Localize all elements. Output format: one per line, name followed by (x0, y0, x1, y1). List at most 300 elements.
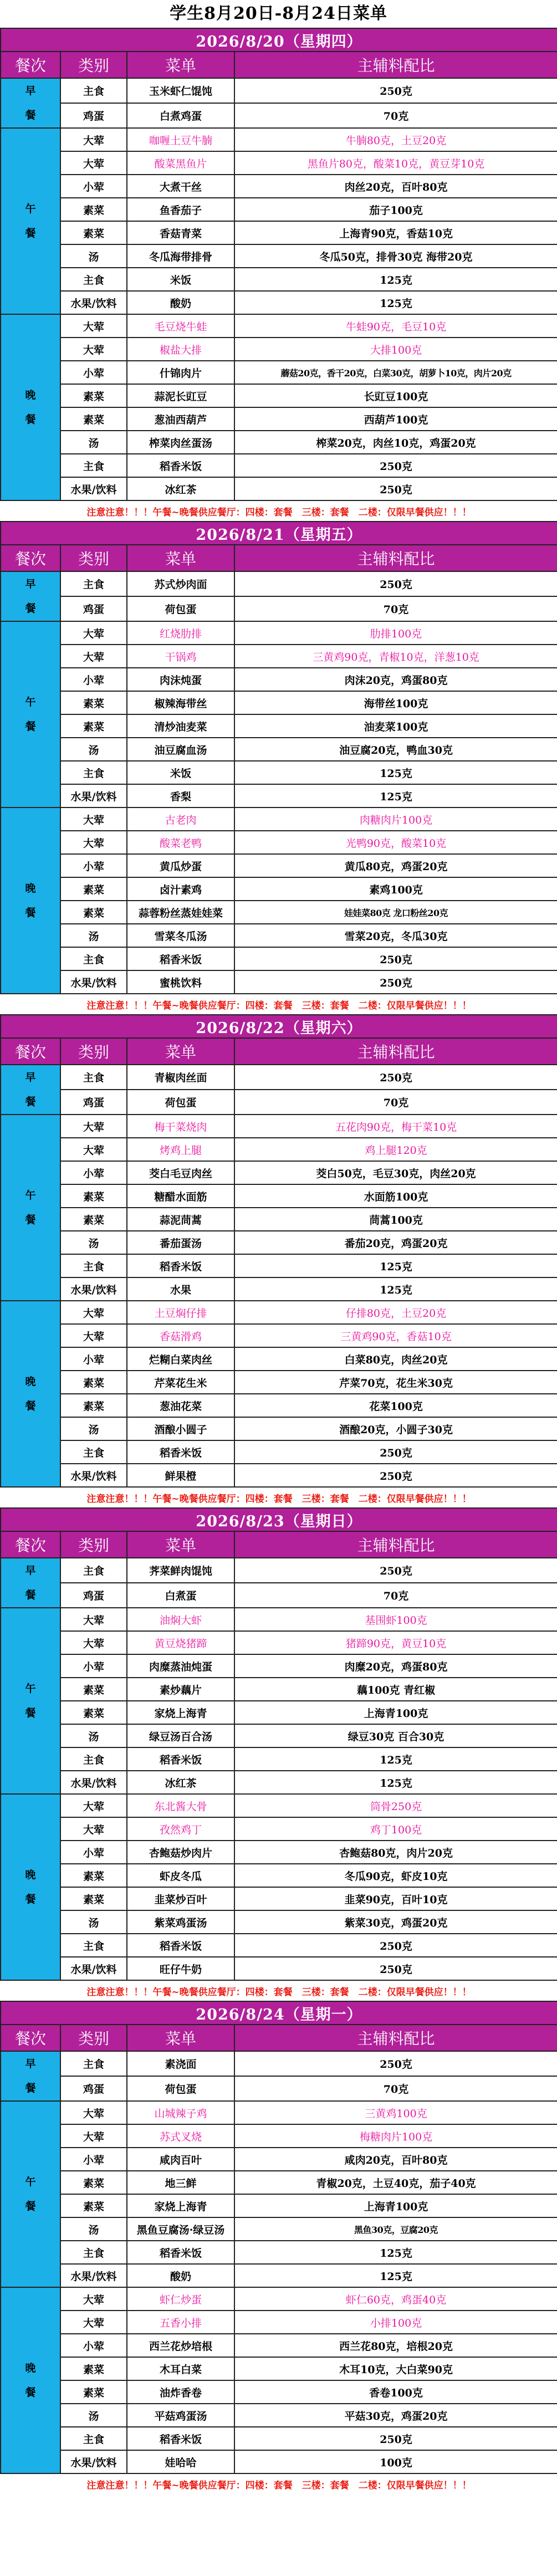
item-dish: 肉糜蒸油炖蛋 (127, 1654, 234, 1678)
menu-row (1, 291, 557, 314)
item-dish: 干锅鸡 (127, 645, 234, 668)
item-category: 主食 (60, 1254, 127, 1277)
item-dish: 荷包蛋 (127, 1090, 234, 1115)
date-row (1, 1015, 557, 1038)
menu-row (1, 1747, 557, 1771)
item-dish: 稻香米饭 (127, 1934, 234, 1957)
header-meal: 餐次 (1, 2025, 60, 2051)
meal-name-char: 餐 (25, 1589, 36, 1601)
item-category: 主食 (60, 2241, 127, 2264)
item-dish: 茭白毛豆肉丝 (127, 1161, 234, 1184)
item-category: 小荤 (60, 854, 127, 877)
item-dish: 葱油西葫芦 (127, 407, 234, 431)
menu-row (1, 1347, 557, 1371)
item-ingredients: 牛腩80克，土豆20克 (234, 128, 557, 151)
item-dish: 蒜蓉粉丝蒸娃娃菜 (127, 901, 234, 924)
item-category: 素菜 (60, 407, 127, 431)
item-dish: 古老肉 (127, 807, 234, 831)
item-dish: 荷包蛋 (127, 596, 234, 621)
header-dish: 菜单 (127, 52, 234, 78)
item-category: 鸡蛋 (60, 2076, 127, 2101)
item-ingredients: 水面筋100克 (234, 1184, 557, 1208)
cafeteria-notice: 注意注意！！！午餐~晚餐供应餐厅：四楼：套餐 三楼：套餐 二楼：仅限早餐供应！！！ (86, 2480, 472, 2491)
meal-name-char: 餐 (25, 2082, 36, 2094)
item-dish: 五香小排 (127, 2311, 234, 2334)
notice-row (1, 1980, 557, 2001)
item-ingredients: 250克 (234, 947, 557, 970)
menu-row (1, 831, 557, 854)
item-ingredients: 125克 (234, 291, 557, 314)
menu-row (1, 1678, 557, 1701)
item-category: 大荤 (60, 831, 127, 854)
item-category: 主食 (60, 1440, 127, 1464)
item-dish: 土豆焖仔排 (127, 1301, 234, 1324)
item-category: 小荤 (60, 1161, 127, 1184)
item-dish: 荠菜鲜肉馄饨 (127, 1558, 234, 1583)
item-category: 素菜 (60, 221, 127, 244)
item-ingredients: 125克 (234, 268, 557, 291)
header-row (1, 545, 557, 571)
cafeteria-notice: 注意注意！！！午餐~晚餐供应餐厅：四楼：套餐 三楼：套餐 二楼：仅限早餐供应！！！ (86, 507, 472, 518)
meal-name-char: 晚 (25, 2362, 36, 2374)
header-ingredients: 主辅料配比 (234, 1038, 557, 1065)
menu-row (1, 1065, 557, 1090)
menu-row (1, 2124, 557, 2148)
item-ingredients: 素鸡100克 (234, 877, 557, 901)
item-dish: 黄瓜炒蛋 (127, 854, 234, 877)
cafeteria-notice: 注意注意！！！午餐~晚餐供应餐厅：四楼：套餐 三楼：套餐 二楼：仅限早餐供应！！！ (86, 1986, 472, 1998)
meal-name-char: 餐 (25, 1400, 36, 1412)
menu-row (1, 2357, 557, 2380)
item-ingredients: 牛蛙90克，毛豆10克 (234, 314, 557, 338)
menu-row (1, 784, 557, 807)
menu-row (1, 2241, 557, 2264)
item-category: 水果/饮料 (60, 1464, 127, 1487)
header-dish: 菜单 (127, 1038, 234, 1065)
menu-row (1, 947, 557, 970)
item-dish: 稻香米饭 (127, 1254, 234, 1277)
menu-row (1, 221, 557, 244)
item-dish: 椒辣海带丝 (127, 691, 234, 714)
meal-name-char: 餐 (25, 2200, 36, 2212)
item-dish: 稻香米饭 (127, 1440, 234, 1464)
item-category: 素菜 (60, 1678, 127, 1701)
item-category: 水果/饮料 (60, 2264, 127, 2287)
item-ingredients: 基围虾100克 (234, 1608, 557, 1631)
item-dish: 杏鲍菇炒肉片 (127, 1841, 234, 1864)
item-ingredients: 筒骨250克 (234, 1794, 557, 1817)
item-category: 主食 (60, 268, 127, 291)
item-ingredients: 海带丝100克 (234, 691, 557, 714)
item-dish: 清炒油麦菜 (127, 714, 234, 738)
item-ingredients: 油麦菜100克 (234, 714, 557, 738)
item-ingredients: 茄子100克 (234, 198, 557, 221)
item-ingredients: 芹菜70克，花生米30克 (234, 1371, 557, 1394)
meal-name-char: 餐 (25, 602, 36, 615)
meal-name (1, 78, 60, 128)
item-category: 汤 (60, 924, 127, 947)
item-dish: 鱼香茄子 (127, 198, 234, 221)
meal-name (1, 314, 60, 500)
item-dish: 白煮鸡蛋 (127, 103, 234, 128)
header-category: 类别 (60, 1531, 127, 1558)
item-dish: 米饭 (127, 268, 234, 291)
item-dish: 平菇鸡蛋汤 (127, 2404, 234, 2427)
item-ingredients: 肉糜20克，鸡蛋80克 (234, 1654, 557, 1678)
menu-row (1, 2380, 557, 2404)
meal-name-char: 晚 (25, 1869, 36, 1881)
meal-name-char: 餐 (25, 413, 36, 426)
header-category: 类别 (60, 1038, 127, 1065)
item-ingredients: 梅糖肉片100克 (234, 2124, 557, 2148)
meal-name-char: 早 (25, 1565, 36, 1577)
item-category: 素菜 (60, 2357, 127, 2380)
item-ingredients: 冬瓜50克，排骨30克 海带20克 (234, 244, 557, 268)
item-ingredients: 125克 (234, 1277, 557, 1301)
date-row (1, 522, 557, 545)
menu-row (1, 268, 557, 291)
menu-row (1, 2051, 557, 2076)
item-category: 主食 (60, 947, 127, 970)
item-category: 素菜 (60, 1864, 127, 1887)
item-ingredients: 三黄鸡100克 (234, 2101, 557, 2124)
item-dish: 山城辣子鸡 (127, 2101, 234, 2124)
menu-row (1, 338, 557, 361)
item-dish: 家烧上海青 (127, 2194, 234, 2217)
item-dish: 芹菜花生米 (127, 1371, 234, 1394)
meal-name-char: 餐 (25, 1893, 36, 1905)
item-ingredients: 肉沫20克，鸡蛋80克 (234, 668, 557, 691)
item-dish: 旺仔牛奶 (127, 1957, 234, 1980)
item-category: 汤 (60, 244, 127, 268)
item-ingredients: 上海青100克 (234, 2194, 557, 2217)
menu-row (1, 1301, 557, 1324)
header-category: 类别 (60, 545, 127, 571)
item-dish: 酸菜黑鱼片 (127, 151, 234, 175)
header-row (1, 1038, 557, 1065)
item-category: 水果/饮料 (60, 970, 127, 994)
item-dish: 蒜泥长豇豆 (127, 384, 234, 407)
meal-name (1, 1608, 60, 1794)
item-dish: 咖喱土豆牛腩 (127, 128, 234, 151)
item-ingredients: 250克 (234, 1464, 557, 1487)
day-menu-table (0, 1014, 557, 1507)
item-category: 水果/饮料 (60, 477, 127, 500)
item-category: 水果/饮料 (60, 1957, 127, 1980)
menu-row (1, 1464, 557, 1487)
item-dish: 雪菜冬瓜汤 (127, 924, 234, 947)
day-date: 2026/8/23（星期日） (1, 1508, 557, 1531)
item-dish: 木耳白菜 (127, 2357, 234, 2380)
menu-row (1, 198, 557, 221)
item-category: 素菜 (60, 877, 127, 901)
item-category: 素菜 (60, 901, 127, 924)
item-ingredients: 茼蒿100克 (234, 1208, 557, 1231)
item-category: 大荤 (60, 621, 127, 645)
item-ingredients: 250克 (234, 970, 557, 994)
menu-row (1, 1794, 557, 1817)
item-ingredients: 蘑菇20克，香干20克，白菜30克，胡萝卜10克，肉片20克 (234, 361, 557, 384)
item-ingredients: 250克 (234, 1957, 557, 1980)
item-ingredients: 番茄20克，鸡蛋20克 (234, 1231, 557, 1254)
item-dish: 肉沫炖蛋 (127, 668, 234, 691)
meal-name-char: 早 (25, 1071, 36, 1083)
header-meal: 餐次 (1, 52, 60, 78)
item-category: 小荤 (60, 668, 127, 691)
menu-row (1, 1138, 557, 1161)
item-ingredients: 肉糖肉片100克 (234, 807, 557, 831)
item-category: 素菜 (60, 1701, 127, 1724)
day-date: 2026/8/22（星期六） (1, 1015, 557, 1038)
menu-row (1, 1864, 557, 1887)
item-dish: 榨菜肉丝蛋汤 (127, 431, 234, 454)
item-category: 鸡蛋 (60, 103, 127, 128)
item-ingredients: 125克 (234, 1747, 557, 1771)
item-category: 主食 (60, 78, 127, 103)
menu-row (1, 668, 557, 691)
item-dish: 玉米虾仁馄饨 (127, 78, 234, 103)
notice-row (1, 2473, 557, 2494)
menu-row (1, 1324, 557, 1347)
menu-row (1, 2404, 557, 2427)
menu-row (1, 1771, 557, 1794)
item-category: 主食 (60, 1934, 127, 1957)
menu-row (1, 1654, 557, 1678)
menu-row (1, 1161, 557, 1184)
menu-row (1, 1631, 557, 1654)
item-dish: 娃哈哈 (127, 2450, 234, 2473)
menu-row (1, 2171, 557, 2194)
item-category: 大荤 (60, 1324, 127, 1347)
item-category: 大荤 (60, 1794, 127, 1817)
item-category: 小荤 (60, 1654, 127, 1678)
item-category: 水果/饮料 (60, 784, 127, 807)
item-category: 素菜 (60, 1394, 127, 1417)
menu-row (1, 2311, 557, 2334)
item-category: 素菜 (60, 2194, 127, 2217)
item-dish: 荷包蛋 (127, 2076, 234, 2101)
header-meal: 餐次 (1, 545, 60, 571)
item-ingredients: 西兰花80克，培根20克 (234, 2334, 557, 2357)
menu-row (1, 1277, 557, 1301)
item-dish: 米饭 (127, 761, 234, 784)
item-ingredients: 黑鱼30克，豆腐20克 (234, 2217, 557, 2241)
menu-row (1, 103, 557, 128)
item-ingredients: 香卷100克 (234, 2380, 557, 2404)
item-dish: 咸肉百叶 (127, 2148, 234, 2171)
item-ingredients: 70克 (234, 103, 557, 128)
menu-row (1, 1701, 557, 1724)
notice-row (1, 500, 557, 521)
item-category: 主食 (60, 571, 127, 596)
item-ingredients: 250克 (234, 571, 557, 596)
item-dish: 韭菜炒百叶 (127, 1887, 234, 1910)
item-ingredients: 250克 (234, 1558, 557, 1583)
menu-row (1, 1440, 557, 1464)
item-category: 汤 (60, 431, 127, 454)
item-category: 汤 (60, 1231, 127, 1254)
menu-row (1, 1817, 557, 1841)
header-dish: 菜单 (127, 1531, 234, 1558)
date-row (1, 1508, 557, 1531)
item-ingredients: 250克 (234, 477, 557, 500)
menu-row (1, 2450, 557, 2473)
day-menu-table (0, 521, 557, 1014)
menu-row (1, 1887, 557, 1910)
item-ingredients: 韭菜90克，百叶10克 (234, 1887, 557, 1910)
item-dish: 稻香米饭 (127, 2241, 234, 2264)
menu-row (1, 2217, 557, 2241)
item-dish: 毛豆烧牛蛙 (127, 314, 234, 338)
item-dish: 稻香米饭 (127, 947, 234, 970)
item-category: 鸡蛋 (60, 1583, 127, 1608)
menu-row (1, 151, 557, 175)
meal-name-char: 餐 (25, 109, 36, 121)
item-dish: 孜然鸡丁 (127, 1817, 234, 1841)
item-category: 大荤 (60, 1138, 127, 1161)
item-dish: 紫菜鸡蛋汤 (127, 1910, 234, 1934)
item-category: 素菜 (60, 1184, 127, 1208)
item-ingredients: 黑鱼片80克，酸菜10克，黄豆芽10克 (234, 151, 557, 175)
item-category: 汤 (60, 2217, 127, 2241)
meal-name (1, 571, 60, 621)
menu-row (1, 645, 557, 668)
item-dish: 苏式叉烧 (127, 2124, 234, 2148)
menu-row (1, 1957, 557, 1980)
day-date: 2026/8/20（星期四） (1, 28, 557, 52)
menu-row (1, 2427, 557, 2450)
item-category: 大荤 (60, 2101, 127, 2124)
meal-name (1, 2051, 60, 2101)
item-ingredients: 250克 (234, 1065, 557, 1090)
item-ingredients: 三黄鸡90克，香菇10克 (234, 1324, 557, 1347)
item-ingredients: 白菜80克，肉丝20克 (234, 1347, 557, 1371)
item-category: 小荤 (60, 175, 127, 198)
item-category: 素菜 (60, 1887, 127, 1910)
item-ingredients: 娃娃菜80克 龙口粉丝20克 (234, 901, 557, 924)
menu-row (1, 314, 557, 338)
meal-name (1, 1794, 60, 1980)
meal-name-char: 早 (25, 578, 36, 590)
cafeteria-notice: 注意注意！！！午餐~晚餐供应餐厅：四楼：套餐 三楼：套餐 二楼：仅限早餐供应！！！ (86, 1493, 472, 1505)
menu-row (1, 1608, 557, 1631)
item-category: 大荤 (60, 1115, 127, 1138)
item-ingredients: 光鸭90克，酸菜10克 (234, 831, 557, 854)
menu-row (1, 361, 557, 384)
item-ingredients: 油豆腐20克，鸭血30克 (234, 738, 557, 761)
menu-row (1, 1231, 557, 1254)
meal-name (1, 621, 60, 807)
menu-row (1, 1417, 557, 1440)
item-dish: 苏式炒肉面 (127, 571, 234, 596)
item-category: 鸡蛋 (60, 1090, 127, 1115)
meal-name (1, 1301, 60, 1487)
item-dish: 香菇滑鸡 (127, 1324, 234, 1347)
item-dish: 红烧肋排 (127, 621, 234, 645)
item-category: 大荤 (60, 1631, 127, 1654)
meal-name-char: 餐 (25, 1707, 36, 1719)
item-ingredients: 250克 (234, 2427, 557, 2450)
menu-row (1, 714, 557, 738)
item-dish: 稻香米饭 (127, 454, 234, 477)
meal-name-char: 餐 (25, 1096, 36, 1108)
meal-name-char: 午 (25, 1683, 36, 1695)
item-ingredients: 250克 (234, 1440, 557, 1464)
item-category: 主食 (60, 454, 127, 477)
menu-row (1, 2334, 557, 2357)
item-ingredients: 长豇豆100克 (234, 384, 557, 407)
item-category: 汤 (60, 2404, 127, 2427)
item-ingredients: 肋排100克 (234, 621, 557, 645)
item-category: 素菜 (60, 1208, 127, 1231)
item-ingredients: 五花肉90克，梅干菜10克 (234, 1115, 557, 1138)
menu-row (1, 78, 557, 103)
menu-row (1, 2101, 557, 2124)
header-ingredients: 主辅料配比 (234, 1531, 557, 1558)
menu-row (1, 2264, 557, 2287)
item-dish: 家烧上海青 (127, 1701, 234, 1724)
item-ingredients: 上海青100克 (234, 1701, 557, 1724)
item-ingredients: 70克 (234, 1583, 557, 1608)
item-ingredients: 125克 (234, 2264, 557, 2287)
menu-row (1, 407, 557, 431)
menu-row (1, 1558, 557, 1583)
meal-name-char: 晚 (25, 882, 36, 895)
header-row (1, 52, 557, 78)
item-category: 大荤 (60, 128, 127, 151)
item-dish: 鲜果橙 (127, 1464, 234, 1487)
day-menu-table (0, 1507, 557, 2001)
item-dish: 油豆腐血汤 (127, 738, 234, 761)
header-dish: 菜单 (127, 2025, 234, 2051)
item-ingredients: 平菇30克，鸡蛋20克 (234, 2404, 557, 2427)
menu-row (1, 761, 557, 784)
item-dish: 稻香米饭 (127, 2427, 234, 2450)
item-dish: 黄豆烧猪蹄 (127, 1631, 234, 1654)
meal-name (1, 2101, 60, 2287)
item-dish: 烂糊白菜肉丝 (127, 1347, 234, 1371)
notice-row (1, 994, 557, 1014)
item-category: 汤 (60, 738, 127, 761)
menu-row (1, 854, 557, 877)
item-category: 大荤 (60, 807, 127, 831)
item-ingredients: 250克 (234, 78, 557, 103)
meal-name (1, 1558, 60, 1608)
item-ingredients: 70克 (234, 596, 557, 621)
item-ingredients: 仔排80克，土豆20克 (234, 1301, 557, 1324)
menu-row (1, 924, 557, 947)
item-ingredients: 青椒20克，土豆40克，茄子40克 (234, 2171, 557, 2194)
header-dish: 菜单 (127, 545, 234, 571)
menu-row (1, 1841, 557, 1864)
item-ingredients: 西葫芦100克 (234, 407, 557, 431)
item-dish: 白煮蛋 (127, 1583, 234, 1608)
menu-row (1, 621, 557, 645)
item-dish: 酸奶 (127, 2264, 234, 2287)
item-dish: 素浇面 (127, 2051, 234, 2076)
item-ingredients: 250克 (234, 1934, 557, 1957)
menu-row (1, 1090, 557, 1115)
menu-row (1, 1583, 557, 1608)
day-menu-table (0, 2001, 557, 2494)
item-ingredients: 125克 (234, 784, 557, 807)
item-ingredients: 榨菜20克，肉丝10克，鸡蛋20克 (234, 431, 557, 454)
meal-name-char: 午 (25, 1189, 36, 1202)
meal-name-char: 午 (25, 203, 36, 215)
meal-name-char: 晚 (25, 389, 36, 401)
item-ingredients: 紫菜30克，鸡蛋20克 (234, 1910, 557, 1934)
meal-name-char: 餐 (25, 227, 36, 239)
